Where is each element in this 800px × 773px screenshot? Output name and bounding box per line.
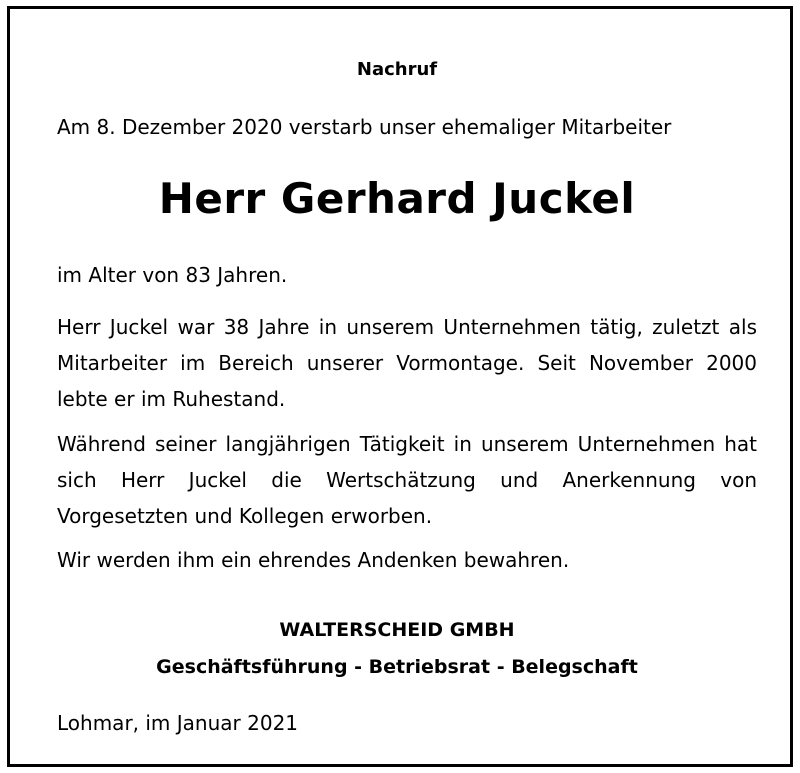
career-paragraph: Herr Juckel war 38 Jahre in unserem Unternehmen tätig, zuletzt als Mitarbeiter im Bereich unserer Vormontage. Seit November 2000 lebte er im Ruhestand. [57,315,757,411]
age-line: im Alter von 83 Jahren. [57,263,288,287]
obituary-heading: Nachruf [356,59,438,80]
obituary-frame [7,6,793,767]
company-name: WALTERSCHEID GMBH [279,619,515,641]
deceased-name: Herr Gerhard Juckel [158,174,636,223]
closing-line: Wir werden ihm ein ehrendes Andenken bewahren. [57,548,570,572]
signatories-line: Geschäftsführung - Betriebsrat - Belegschaft [156,656,638,678]
intro-line: Am 8. Dezember 2020 verstarb unser ehemaliger Mitarbeiter [57,115,672,139]
appreciation-paragraph: Während seiner langjährigen Tätigkeit in unserem Unternehmen hat sich Herr Juckel die Wertschätzung und Anerkennung von Vorgesetzten und Kollegen erworben. [57,432,757,528]
place-date: Lohmar, im Januar 2021 [57,711,299,735]
